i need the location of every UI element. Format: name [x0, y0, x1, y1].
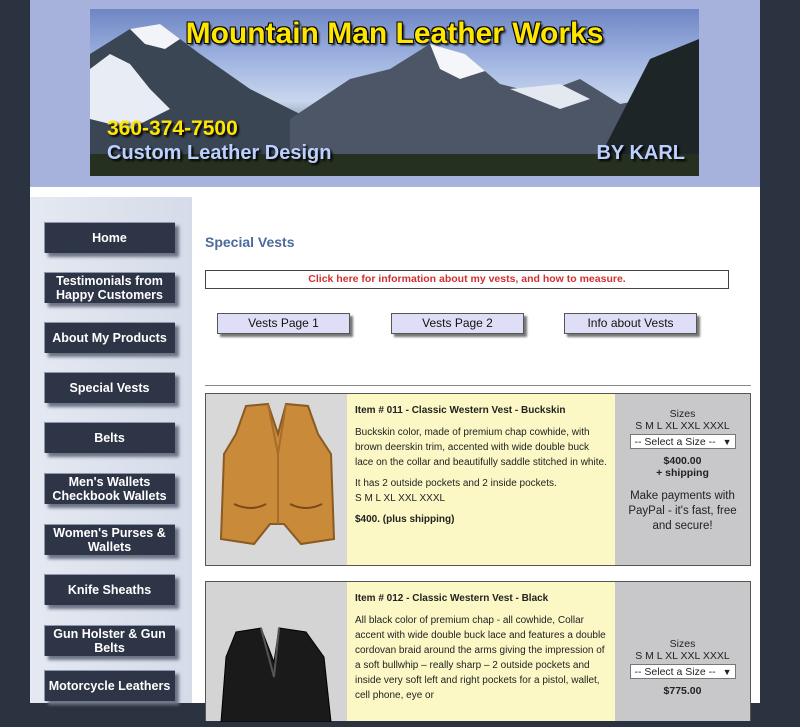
nav-home[interactable]: Home — [44, 222, 175, 253]
nav-about-products[interactable]: About My Products — [44, 322, 175, 353]
product-photo — [206, 394, 347, 565]
size-select[interactable] — [630, 434, 736, 449]
product-price: $400.00 — [663, 455, 702, 467]
sizes-list: S M L XL XXL XXXL — [635, 650, 730, 662]
product-order-panel — [615, 394, 750, 565]
sizes-label: Sizes — [669, 408, 696, 420]
chevron-down-icon: ▼ — [722, 437, 732, 447]
nav-womens-purses[interactable]: Women's Purses & Wallets — [44, 524, 175, 555]
page-title: Special Vests — [205, 234, 295, 250]
header-band — [30, 0, 760, 187]
nav-testimonials[interactable]: Testimonials from Happy Customers — [44, 272, 175, 303]
sidebar — [30, 197, 192, 703]
product-title: Item # 012 - Classic Western Vest - Black — [355, 593, 549, 604]
divider — [205, 385, 751, 386]
product-desc-2: It has 2 outside pockets and 2 inside pockets. — [355, 478, 557, 489]
vests-page-1-button[interactable]: Vests Page 1 — [217, 313, 350, 334]
banner — [90, 9, 699, 176]
vest-info-link[interactable]: Click here for information about my vests, and how to measure. — [205, 270, 729, 289]
nav-knife-sheaths[interactable]: Knife Sheaths — [44, 574, 175, 605]
shipping-note: + shipping — [656, 467, 709, 479]
buckskin-vest-image — [206, 394, 347, 565]
paypal-note: Make payments with PayPal - it's fast, free and secure! — [628, 490, 737, 532]
product-desc-1: All black color of premium chap - all cowhide, Collar accent with wide double buck lace and features a double cordovan braid around the arms giving the impression of a soft bullwhip – really sharp – 2 outside pockets and inside very soft left and right pockets for a pistol, wallet, cell phone, eye or — [355, 615, 606, 701]
sizes-list: S M L XL XXL XXXL — [635, 420, 730, 432]
size-select-value: -- Select a Size -- — [634, 436, 716, 448]
product-photo — [206, 582, 347, 721]
banner-by: BY KARL — [596, 142, 685, 164]
product-description — [347, 394, 615, 565]
product-description — [347, 582, 615, 721]
info-about-vests-button[interactable]: Info about Vests — [564, 313, 697, 334]
nav-gun-holster[interactable]: Gun Holster & Gun Belts — [44, 625, 175, 656]
banner-phone: 360-374-7500 — [107, 117, 238, 140]
product-desc-1: Buckskin color, made of premium chap cowhide, with brown deerskin trim, accented with wide double buck lace on the collar and beautifully saddle stitched in white. — [355, 427, 607, 468]
product-sizes-line: S M L XL XXL XXXL — [355, 493, 446, 504]
product-item — [205, 393, 751, 566]
product-order-panel — [615, 582, 750, 721]
size-select[interactable] — [630, 664, 736, 679]
banner-title: Mountain Man Leather Works — [185, 17, 604, 50]
size-select-value: -- Select a Size -- — [634, 666, 716, 678]
chevron-down-icon: ▼ — [722, 667, 732, 677]
product-price: $775.00 — [663, 685, 702, 697]
vests-page-2-button[interactable]: Vests Page 2 — [391, 313, 524, 334]
banner-subtitle: Custom Leather Design — [107, 142, 332, 164]
page — [30, 0, 760, 703]
product-title: Item # 011 - Classic Western Vest - Buckskin — [355, 405, 566, 416]
nav-mens-wallets[interactable]: Men's Wallets Checkbook Wallets — [44, 473, 175, 504]
sizes-label: Sizes — [669, 638, 696, 650]
product-item — [205, 581, 751, 721]
product-price-line: $400. (plus shipping) — [355, 514, 455, 525]
nav-belts[interactable]: Belts — [44, 422, 175, 453]
nav-special-vests[interactable]: Special Vests — [44, 372, 175, 403]
black-vest-image — [206, 582, 347, 722]
nav-motorcycle-leathers[interactable]: Motorcycle Leathers — [44, 670, 175, 701]
